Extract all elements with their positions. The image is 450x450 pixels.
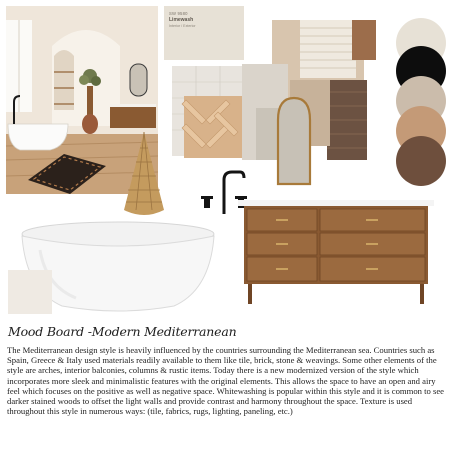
marble-swatch <box>8 270 52 314</box>
board-title: Mood Board -Modern Mediterranean <box>8 324 237 339</box>
paint-name: Limewash <box>169 17 194 23</box>
paint-code: SW 9580 <box>169 11 188 16</box>
palette-swatch-5 <box>396 136 446 186</box>
rattan-pendant-light <box>116 132 172 218</box>
color-palette <box>392 18 446 188</box>
wood-vanity <box>238 190 434 314</box>
paint-subtitle: Interior / Exterior <box>169 24 196 28</box>
material-collage <box>172 20 386 192</box>
description-text: The Mediterranean design style is heavily influenced by the countries surrounding the Mediterranean sea. Countries such as Spain, Greece & Italy used materials readily available to them like tile, brick, stone & weavings. Some other elements of the style are arches, interior balconies, columns & rustic items. Today there is a new modernized version of the style which incorporates more sleek and minimalistic features with the original elements. This allows the space to have an open and airy feel which focuses on the positive as well as negative space. Whitewashing is popular within this style and it is common to see darker stained woods to offset the light walls and provide contrast and harmony throughout the space. Texture is used throughout this style in numerous ways: (tile, fabrics, rugs, lighting, paneling, etc.) <box>7 345 444 417</box>
